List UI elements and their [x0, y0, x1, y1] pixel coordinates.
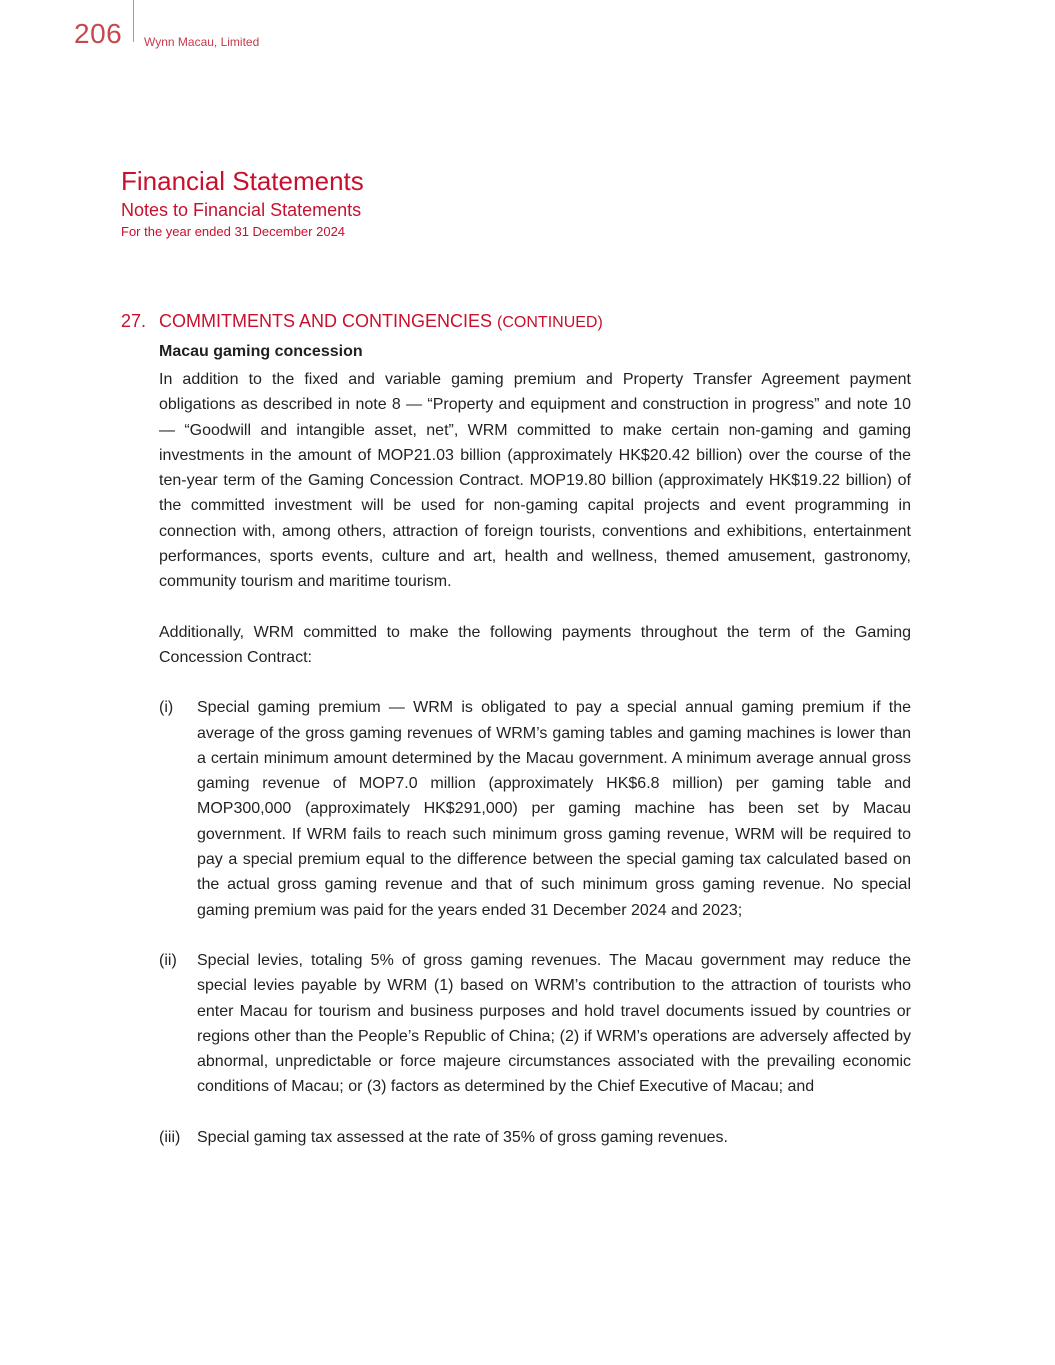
- section-continued: (CONTINUED): [497, 314, 603, 331]
- paragraph: Additionally, WRM committed to make the following payments throughout the term of the Gaming Concession Contract:: [159, 623, 911, 666]
- list-item-text: Special gaming premium — WRM is obligated to pay a special annual gaming premium if the average of the gross gaming revenues of WRM’s gaming tables and gaming machines is lower than a certain minimum amount determined by the Macau government. A minimum average annual gross gaming revenue of MOP7.0 million (approximately HK$6.8 million) per gaming table and MOP300,000 (approximately HK$291,000) per gaming machine has been set by Macau government. If WRM fails to reach such minimum gross gaming revenue, WRM will be required to pay a special premium equal to the difference between the special gaming tax calculated based on the actual gross gaming revenue and that of such minimum gross gaming revenue. No special gaming premium was paid for the years ended 31 December 2024 and 2023;: [197, 699, 911, 919]
- title-block: [121, 166, 364, 242]
- company-name: Wynn Macau, Limited: [144, 35, 260, 49]
- page-number: 206: [74, 18, 123, 49]
- list-item-label: (i): [159, 699, 174, 717]
- page-title: Financial Statements: [121, 166, 364, 196]
- section-heading: [121, 310, 603, 334]
- list-item-label: (iii): [159, 1128, 181, 1146]
- list-item: [159, 948, 911, 1100]
- list-item-text: Special gaming tax assessed at the rate of 35% of gross gaming revenues.: [197, 1128, 728, 1146]
- section-content: [159, 341, 911, 1150]
- list-item-label: (ii): [159, 951, 177, 969]
- list-item: [159, 1125, 911, 1150]
- paragraph: In addition to the fixed and variable gaming premium and Property Transfer Agreement payment obligations as described in note 8 — “Property and equipment and construction in progress” and note 10 — “Goodwill and intangible asset, net”, WRM committed to make certain non-gaming and gaming investments in the amount of MOP21.03 billion (approximately HK$20.42 billion) over the course of the ten-year term of the Gaming Concession Contract. MOP19.80 billion (approximately HK$19.22 billion) of the committed investment will be used for non-gaming capital projects and event programming in connection with, among others, attraction of foreign tourists, conventions and exhibitions, entertainment performances, sports events, culture and art, health and wellness, themed amusement, gastronomy, community tourism and maritime tourism.: [159, 371, 911, 591]
- page-subtitle: Notes to Financial Statements: [121, 200, 362, 220]
- section-number: 27.: [121, 311, 147, 331]
- reporting-period: For the year ended 31 December 2024: [121, 224, 346, 239]
- subheading: Macau gaming concession: [159, 343, 363, 360]
- list-item-text: Special levies, totaling 5% of gross gaming revenues. The Macau government may reduce the special levies payable by WRM (1) based on WRM’s contribution to the attraction of tourists who enter Macau for tourism and business purposes and hold travel documents issued by countries or regions other than the People’s Republic of China; (2) if WRM’s operations are adversely affected by abnormal, unpredictable or force majeure circumstances associated with the prevailing economic conditions of Macau; or (3) factors as determined by the Chief Executive of Macau; and: [197, 951, 911, 1096]
- header-divider: [133, 0, 134, 42]
- list-item: [159, 695, 911, 923]
- section-title: COMMITMENTS AND CONTINGENCIES: [159, 311, 493, 331]
